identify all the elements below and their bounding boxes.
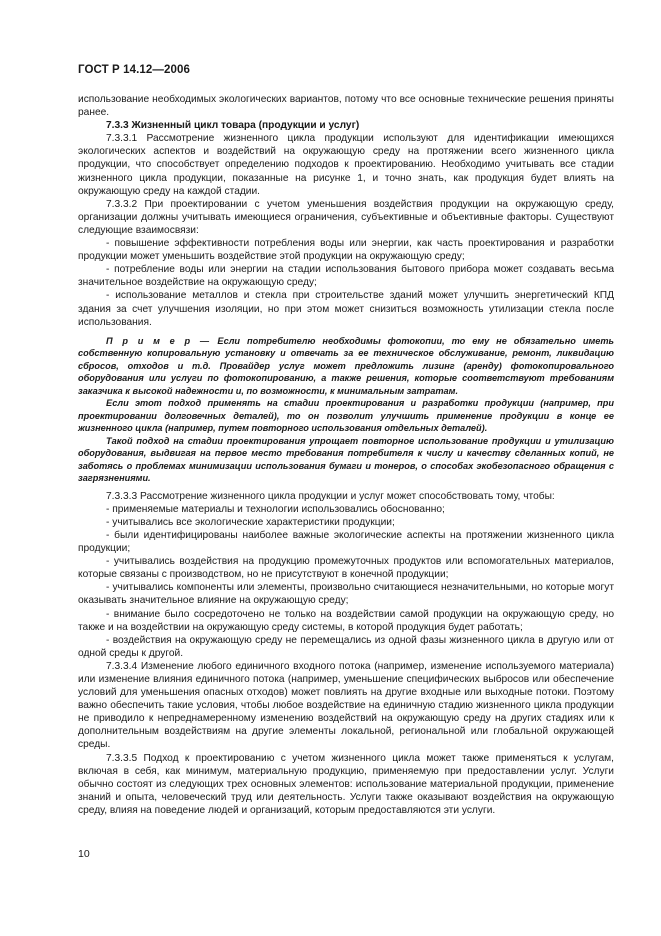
document-body bbox=[78, 93, 614, 817]
paragraph-continuation: использование необходимых экологических вариантов, потому что все основные технические решения приняты ранее. bbox=[78, 94, 614, 119]
example-paragraph: Такой подход на стадии проектирования упрощает повторное использование продукции и утилизацию оборудования, выдвигая на первое место требования потребителя к числу и качеству сделанных копий, не заботясь о проблемах минимизации использования бумаги и тонеров, о способах экобезопасного обращения с загрязнениями. bbox=[78, 435, 614, 484]
list-item: - потребление воды или энергии на стадии использования бытового прибора может создавать весьма значительное воздействие на окружающую среду; bbox=[78, 264, 614, 289]
example-paragraph: Если этот подход применять на стадии проектирования и разработки продукции (например, при проектировании долговечных деталей), то он позволит улучшить применение продукции в конце ее жизненного цикла (например, путем повторного использования отдельных деталей). bbox=[78, 398, 614, 434]
paragraph-7-3-3-2: 7.3.3.2 При проектировании с учетом уменьшения воздействия продукции на окружающую среду, организации должны учитывать имеющиеся ограничения, субъективные и объективные факторы. Существуют следующие взаимосвязи: bbox=[78, 198, 614, 236]
list-item: - применяемые материалы и технологии использовались обоснованно; bbox=[106, 503, 445, 515]
page-number: 10 bbox=[78, 848, 90, 860]
list-item: - повышение эффективности потребления воды или энергии, как часть проектирования и разработки продукции может уменьшить воздействие этой продукции на окружающую среду; bbox=[78, 238, 614, 263]
example-text: Если потребителю необходимы фотокопии, то ему не обязательно иметь собственную копировальную установку и отвечать за ее техническое обслуживание, ремонт, ликвидацию сбросов, отходов и т.д. Провайдер услуг может предложить лизинг (аренду) фотокопировального оборудования или услуги по фотокопированию, а также решения, которые соответствуют требованиям заказчика к высокой надежности и, по возможности, к минимальным затратам. bbox=[78, 335, 614, 396]
list-item: - внимание было сосредоточено не только на воздействии самой продукции на окружающую среду, но также и на воздействии на окружающую среду системы, в которой продукция будет работать; bbox=[78, 608, 614, 633]
list-item: - учитывались компоненты или элементы, произвольно считающиеся незначительными, но которые могут оказывать значительное влияние на окружающую среду; bbox=[78, 582, 614, 607]
list-item: - учитывались воздействия на продукцию промежуточных продуктов или вспомогательных материалов, которые связаны с производством, но не присутствуют в конечной продукции; bbox=[78, 556, 614, 581]
list-item: - были идентифицированы наиболее важные экологические аспекты на протяжении жизненного цикла продукции; bbox=[78, 529, 614, 555]
example-paragraph bbox=[78, 335, 614, 398]
paragraph-7-3-3-5: 7.3.3.5 Подход к проектированию с учетом жизненного цикла может также применяться к услугам, включая в себя, как минимум, материальную продукцию, применяемую при предоставлении услуг. Услуги обычно состоят из следующих трех основных элементов: использование материальной продукции, применение знаний и опыта, человеческий труд или деятельность. Услуги также оказывают воздействия на окружающую среду, влияя на поведение людей и организаций, которым предоставляются эти услуги. bbox=[78, 752, 614, 816]
list-item: - учитывались все экологические характеристики продукции; bbox=[106, 516, 395, 528]
example-label: П р и м е р — bbox=[106, 335, 211, 346]
section-heading-7-3-3: 7.3.3 Жизненный цикл товара (продукции и услуг) bbox=[106, 120, 360, 132]
list-item: - воздействия на окружающую среду не перемещались из одной фазы жизненного цикла в другую или от одной среды к другой. bbox=[78, 634, 614, 659]
paragraph-7-3-3-1: 7.3.3.1 Рассмотрение жизненного цикла продукции используют для идентификации имеющихся экологических аспектов и воздействий на окружающую среду на протяжении всего жизненного цикла продукции, что способствует определению подходов к проектированию. Необходимо учитывать все стадии жизненного цикла продукции, показанные на рисунке 1, и точно знать, как продукция будет влиять на окружающую среду на каждой стадии. bbox=[78, 133, 614, 197]
list-item: - использование металлов и стекла при строительстве зданий может улучшить энергетический КПД здания за счет улучшения изоляции, но при этом может снизиться возможность утилизации стекла после использования. bbox=[78, 290, 614, 328]
document-header: ГОСТ Р 14.12—2006 bbox=[78, 64, 190, 76]
paragraph-7-3-3-4: 7.3.3.4 Изменение любого единичного входного потока (например, изменение используемого материала) или изменение влияния единичного потока (например, уменьшение специфических выбросов или обеспечение условий для уменьшения опасных отходов) может повлиять на другие входные или выходные потоки. Поэтому важно обеспечить такие условия, чтобы любое воздействие на единичную стадию жизненного цикла продукции не приводило к непреднамеренному изменению воздействий на окружающую среду на других стадиях или к дополнительным воздействиям на другие элементы локальной, региональной или глобальной окружающей среды. bbox=[78, 660, 614, 751]
paragraph-7-3-3-3: 7.3.3.3 Рассмотрение жизненного цикла продукции и услуг может способствовать тому, чтобы: bbox=[106, 490, 555, 502]
